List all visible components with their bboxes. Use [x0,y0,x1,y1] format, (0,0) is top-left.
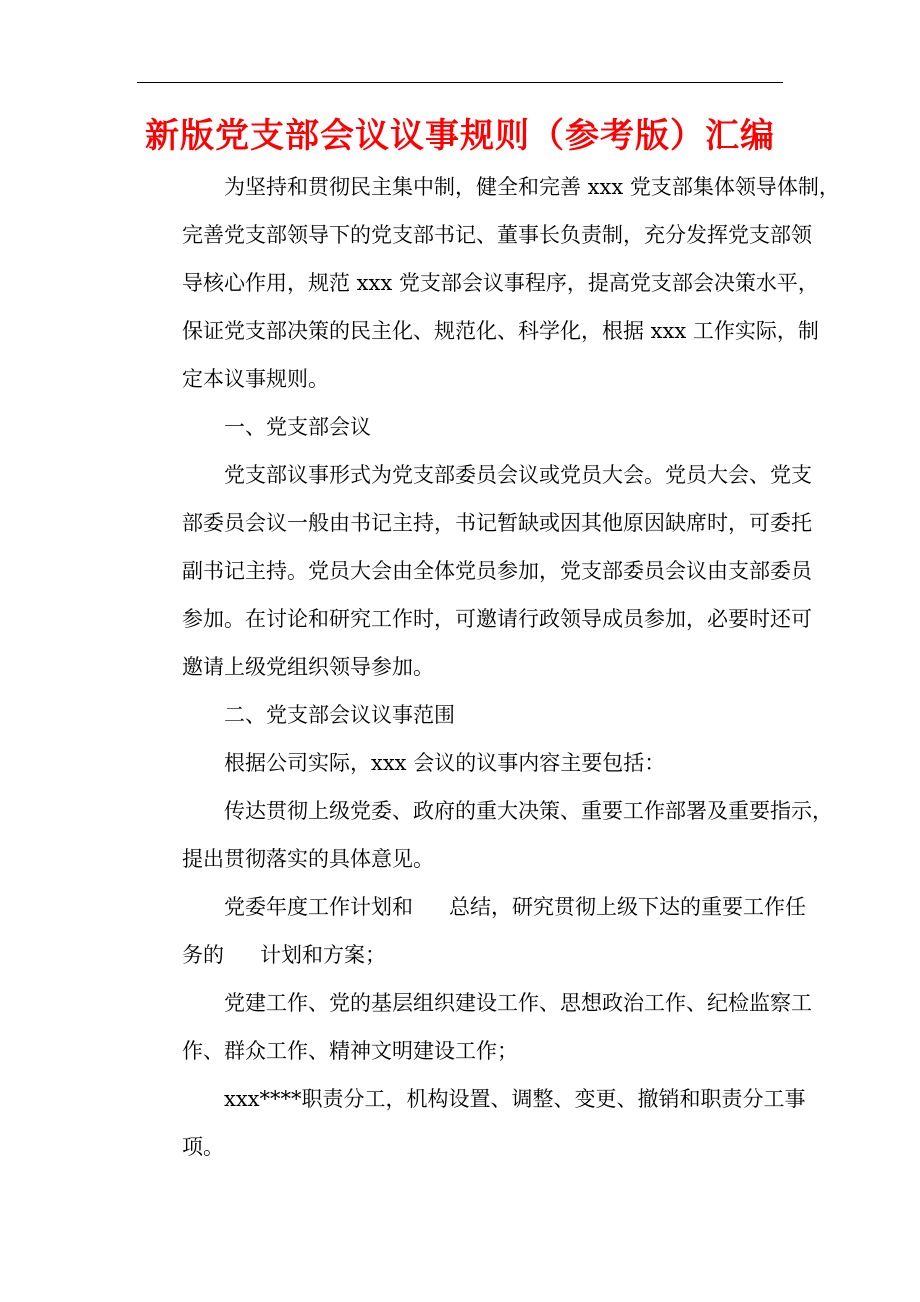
paragraph-meeting-form [140,451,812,691]
text-line: 项。 [182,1135,224,1159]
text-line: 作、群众工作、精神文明建设工作； [182,1039,518,1063]
paragraph-preamble [140,163,840,403]
text-line [140,931,792,979]
paragraph-scope-intro [140,739,792,787]
text-line: 党支部议事形式为党支部委员会议或党员大会。党员大会、党支 [224,463,812,487]
paragraph-scope-item-1 [140,787,833,883]
text-line: 导核心作用，规范 xxx 党支部会议事程序，提高党支部会决策水平， [182,271,819,295]
section-heading-2 [140,691,792,739]
text-line [140,883,806,931]
text-segment: 务的 [182,943,224,967]
text-line: xxx****职责分工，机构设置、调整、变更、撤销和职责分工事 [224,1087,806,1111]
text-segment: 党委年度工作计划和 [224,895,413,919]
text-segment: 总结，研究贯彻上级下达的重要工作任 [449,895,806,919]
text-line: 副书记主持。党员大会由全体党员参加，党支部委员会议由支部委员 [182,559,812,583]
text-line: 部委员会议一般由书记主持，书记暂缺或因其他原因缺席时，可委托 [182,511,812,535]
text-line: 提出贯彻落实的具体意见。 [182,847,434,871]
text-line: 二、党支部会议议事范围 [224,703,455,727]
paragraph-scope-item-3 [140,979,812,1075]
paragraph-scope-item-2 [140,883,806,979]
section-heading-1 [140,403,792,451]
header-rule [137,82,783,83]
text-segment: 计划和方案； [260,943,386,967]
paragraph-scope-item-4 [140,1075,806,1171]
text-line: 保证党支部决策的民主化、规范化、科学化，根据 xxx 工作实际，制 [182,319,819,343]
text-line: 一、党支部会议 [224,415,371,439]
text-line: 传达贯彻上级党委、政府的重大决策、重要工作部署及重要指示， [224,799,833,823]
text-line: 党建工作、党的基层组织建设工作、思想政治工作、纪检监察工 [224,991,812,1015]
document-body [140,163,840,1171]
text-line: 为坚持和贯彻民主集中制，健全和完善 xxx 党支部集体领导体制， [224,175,840,199]
text-line: 参加。在讨论和研究工作时，可邀请行政领导成员参加，必要时还可 [182,607,812,631]
text-line: 邀请上级党组织领导参加。 [182,655,434,679]
text-line: 定本议事规则。 [182,367,329,391]
document-title: 新版党支部会议议事规则（参考版）汇编 [145,116,775,156]
text-line: 完善党支部领导下的党支部书记、董事长负责制，充分发挥党支部领 [182,223,812,247]
text-line: 根据公司实际，xxx 会议的议事内容主要包括： [224,751,666,775]
